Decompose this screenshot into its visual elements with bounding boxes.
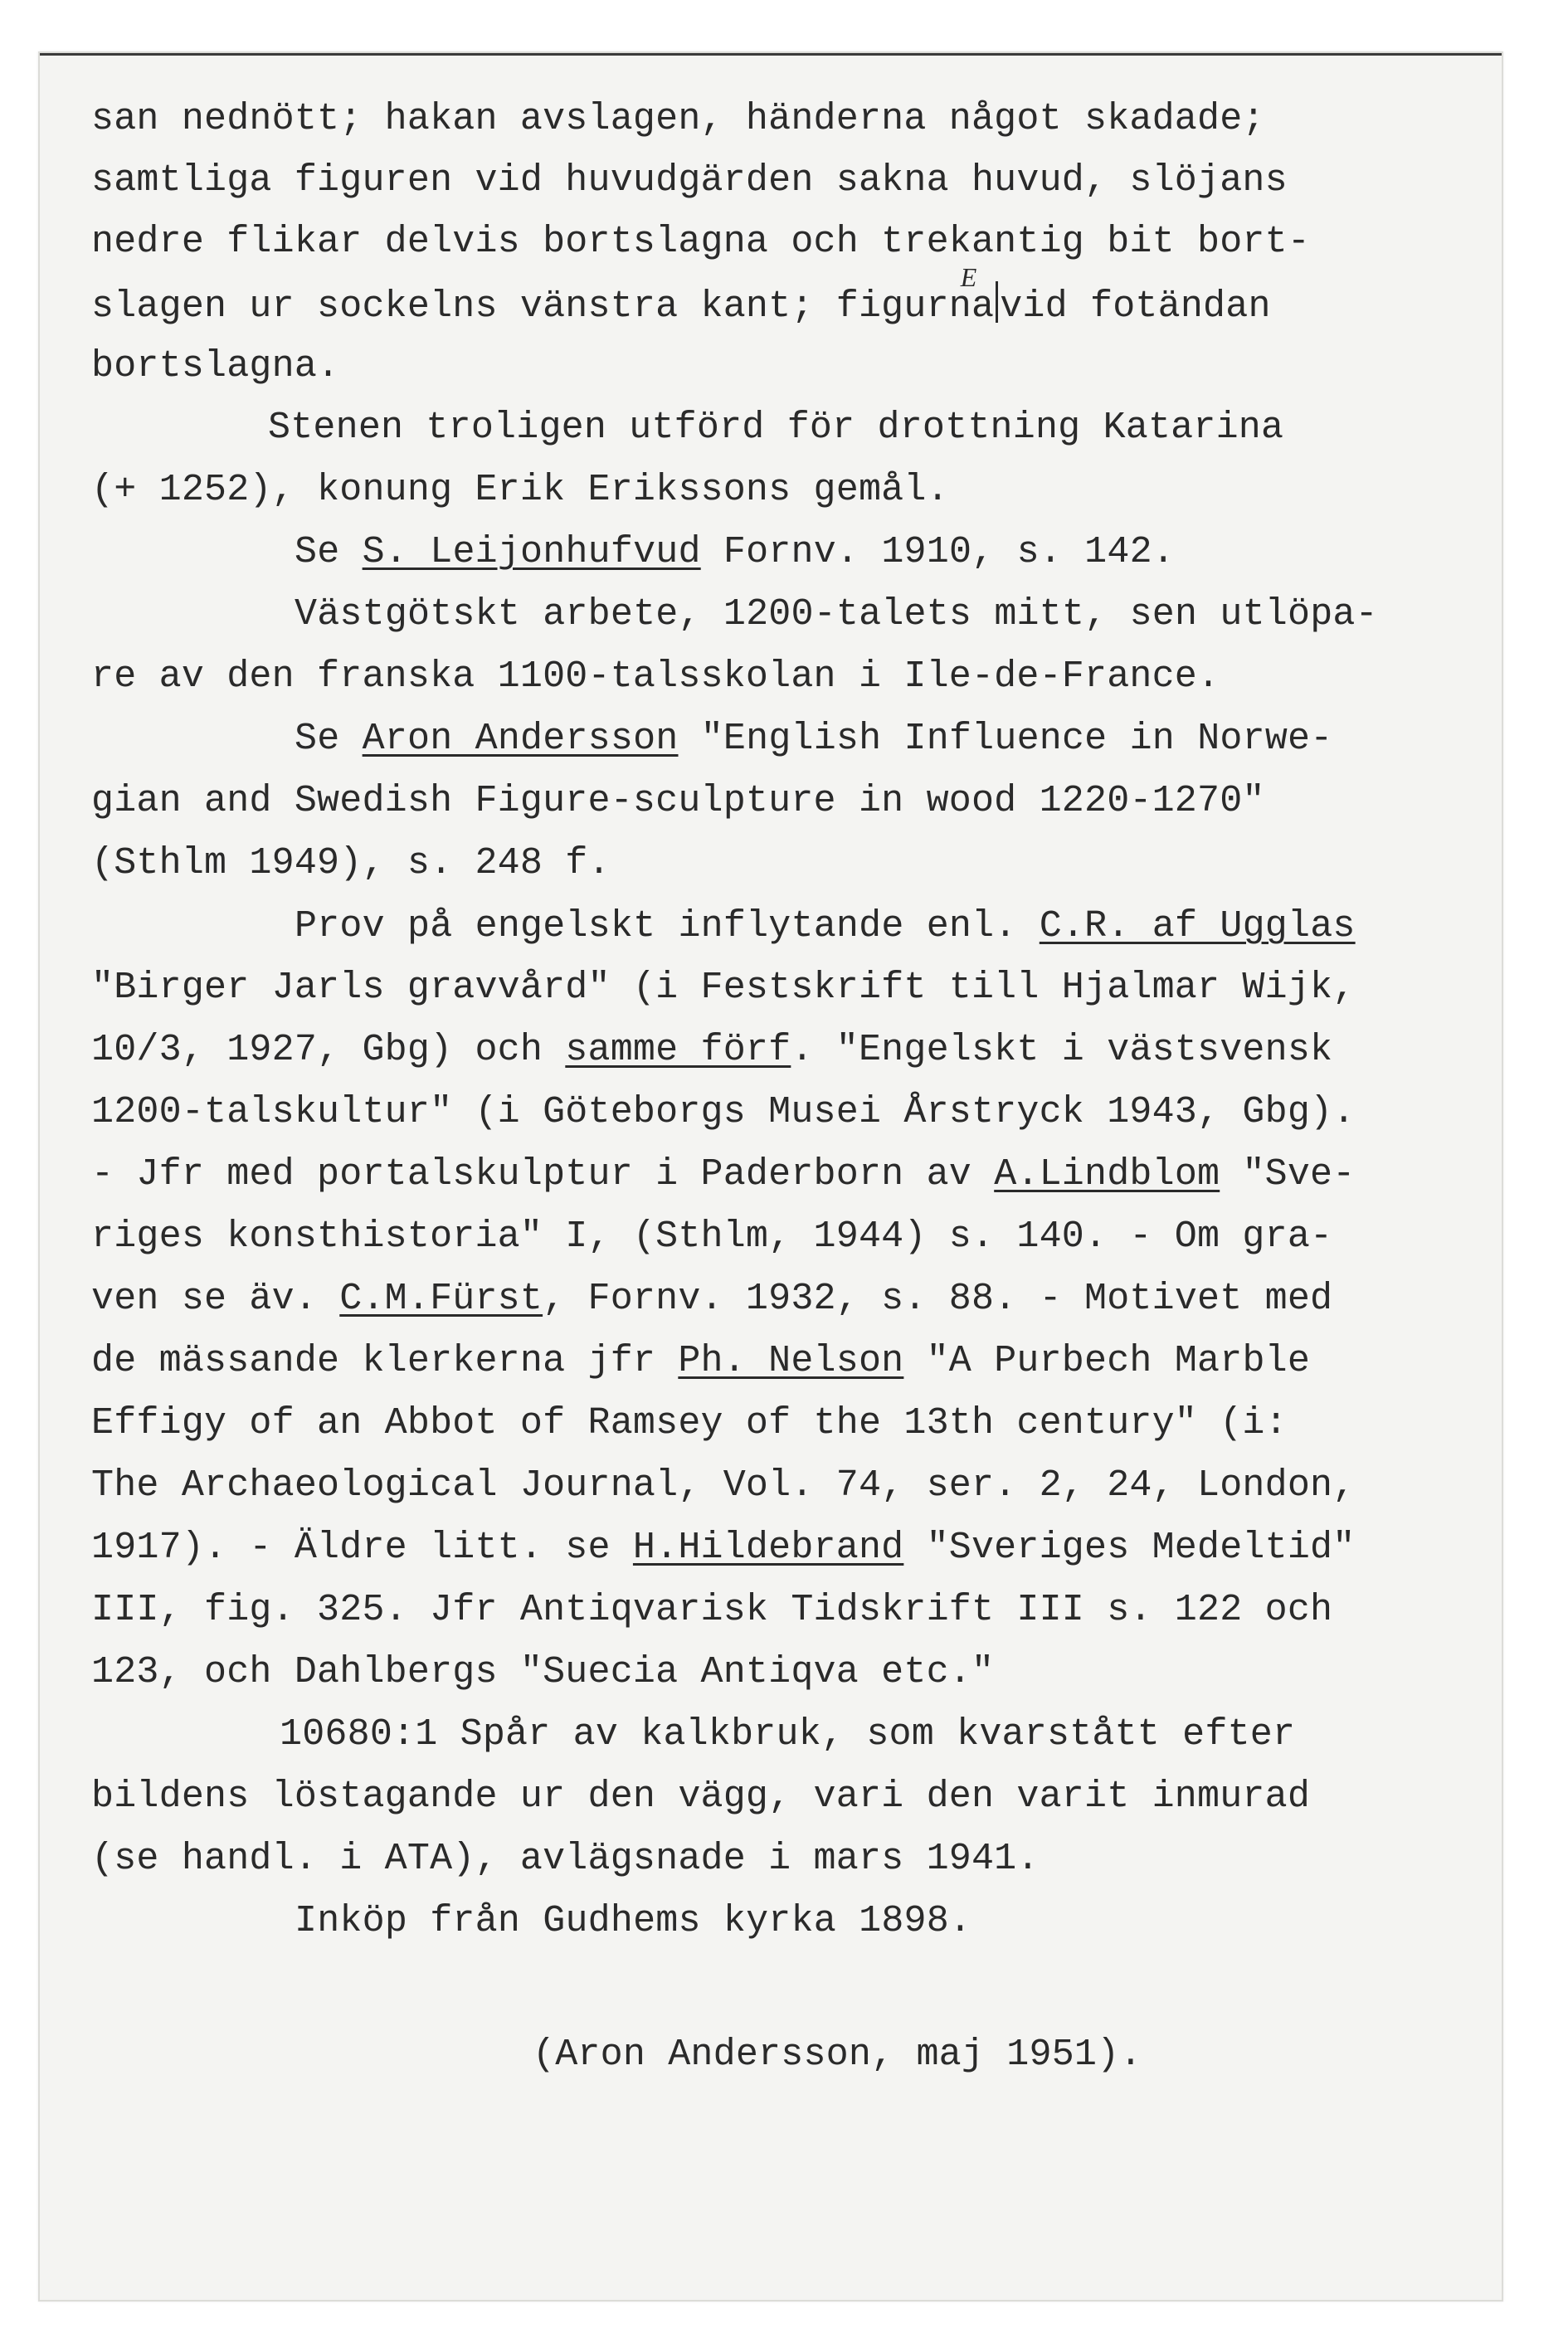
text-line-28: bildens löstagande ur den vägg, vari den varit inmurad xyxy=(91,1776,1311,1818)
handwritten-correction xyxy=(948,262,995,330)
text-line-16-start: 10/3, 1927, Gbg) och xyxy=(91,1029,566,1071)
text-line-29: (se handl. i ATA), avlägsnade i mars 1941. xyxy=(91,1838,1040,1880)
text-line-10: re av den franska 1100-talsskolan i Ile-de-France. xyxy=(91,655,1220,698)
text-line-11 xyxy=(295,716,1332,762)
text-line-14 xyxy=(295,904,1356,950)
text-line-21 xyxy=(91,1338,1310,1385)
text-line-1: san nednött; hakan avslagen, händerna något skadade; xyxy=(91,98,1265,140)
reference-author: Ph. Nelson xyxy=(678,1340,904,1382)
text-line-27: 10680:1 Spår av kalkbruk, som kvarstått efter xyxy=(280,1713,1296,1756)
text-line-18-start: - Jfr med portalskulptur i Paderborn av xyxy=(91,1153,995,1196)
text-line-2: samtliga figuren vid huvudgärden sakna huvud, slöjans xyxy=(91,159,1288,202)
document-card xyxy=(38,51,1503,2302)
text-line-7: (+ 1252), konung Erik Erikssons gemål. xyxy=(91,469,949,511)
struck-letters: na xyxy=(948,285,995,328)
text-line-24 xyxy=(91,1525,1355,1571)
text-line-16-end: . "Engelskt i västsvensk xyxy=(791,1029,1333,1071)
text-line-17: 1200-talskultur" (i Göteborgs Musei Årstryck 1943, Gbg). xyxy=(91,1091,1356,1133)
text-line-30: Inköp från Gudhems kyrka 1898. xyxy=(295,1900,972,1942)
text-line-4-end: vid fotändan xyxy=(1000,285,1271,328)
reference-author: H.Hildebrand xyxy=(632,1527,904,1569)
text-line-13: (Sthlm 1949), s. 248 f. xyxy=(91,842,611,884)
text-line-8-end: Fornv. 1910, s. 142. xyxy=(700,531,1175,573)
text-line-8 xyxy=(295,529,1175,576)
inserted-letter: E xyxy=(960,262,977,292)
text-line-4-start: slagen ur sockelns vänstra kant; figur xyxy=(91,285,949,328)
text-line-9: Västgötskt arbete, 1200-talets mitt, sen utlöpa- xyxy=(295,593,1378,636)
text-line-26: 123, och Dahlbergs "Suecia Antiqva etc." xyxy=(91,1651,995,1693)
reference-author: samme förf xyxy=(565,1029,791,1071)
text-line-18 xyxy=(91,1152,1355,1198)
text-line-20-end: , Fornv. 1932, s. 88. - Motivet med xyxy=(543,1278,1333,1320)
text-line-16 xyxy=(91,1027,1332,1074)
text-line-5: bortslagna. xyxy=(91,345,340,387)
text-line-11-start: Se xyxy=(295,718,363,760)
text-line-25: III, fig. 325. Jfr Antiqvarisk Tidskrift III s. 122 och xyxy=(91,1589,1333,1631)
text-line-3: nedre flikar delvis bortslagna och trekantig bit bort- xyxy=(91,221,1311,263)
text-line-23: The Archaeological Journal, Vol. 74, ser. 2, 24, London, xyxy=(91,1464,1356,1507)
text-line-24-start: 1917). - Äldre litt. se xyxy=(91,1527,633,1569)
text-line-11-end: "English Influence in Norwe- xyxy=(678,718,1333,760)
insertion-mark xyxy=(996,281,998,323)
text-line-15: "Birger Jarls gravvård" (i Festskrift till Hjalmar Wijk, xyxy=(91,967,1356,1009)
text-line-12: gian and Swedish Figure-sculpture in wood 1220-1270" xyxy=(91,780,1265,822)
text-line-6: Stenen troligen utförd för drottning Katarina xyxy=(268,407,1284,449)
author-signature: (Aron Andersson, maj 1951). xyxy=(533,2034,1142,2076)
text-line-4 xyxy=(91,262,1271,330)
text-line-21-end: "A Purbech Marble xyxy=(903,1340,1311,1382)
reference-author: S. Leijonhufvud xyxy=(362,531,701,573)
text-line-24-end: "Sveriges Medeltid" xyxy=(903,1527,1356,1569)
reference-author: A.Lindblom xyxy=(994,1153,1220,1196)
text-line-20-start: ven se äv. xyxy=(91,1278,340,1320)
text-line-18-end: "Sve- xyxy=(1220,1153,1356,1196)
reference-author: Aron Andersson xyxy=(362,718,679,760)
reference-author: C.R. af Ugglas xyxy=(1039,905,1356,947)
text-line-20 xyxy=(91,1276,1332,1323)
text-line-21-start: de mässande klerkerna jfr xyxy=(91,1340,679,1382)
text-line-22: Effigy of an Abbot of Ramsey of the 13th century" (i: xyxy=(91,1402,1288,1444)
text-line-19: riges konsthistoria" I, (Sthlm, 1944) s. 140. - Om gra- xyxy=(91,1215,1333,1258)
reference-author: C.M.Fürst xyxy=(339,1278,543,1320)
text-line-14-start: Prov på engelskt inflytande enl. xyxy=(295,905,1040,947)
text-line-8-start: Se xyxy=(295,531,363,573)
